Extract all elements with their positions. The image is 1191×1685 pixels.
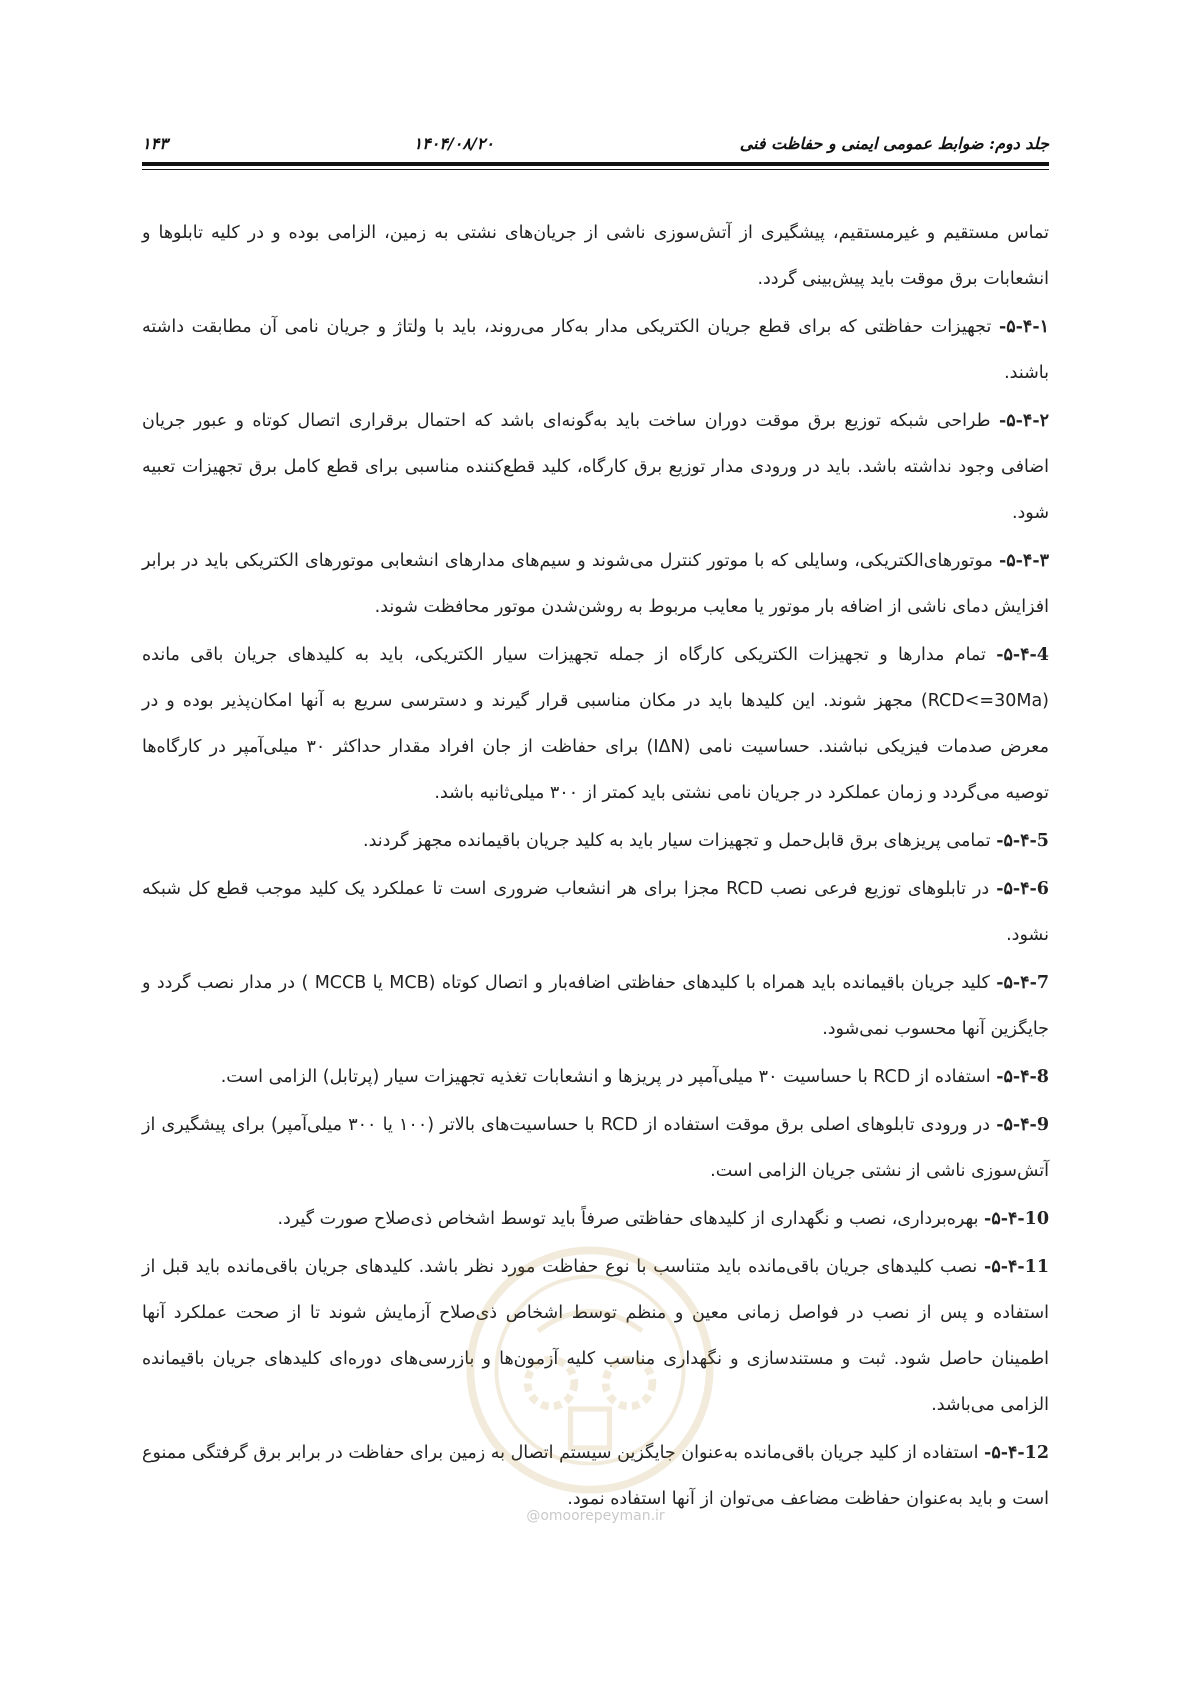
paragraph: ۵-۴-5- تمامی پریزهای برق قابل‌حمل و تجهیزات سیار باید به کلید جریان باقیمانده مجهز گردند.: [363, 831, 1049, 851]
book-title: جلد دوم: ضوابط عمومی ایمنی و حفاظت فنی: [739, 133, 1049, 153]
header-rule-thick: [142, 162, 1049, 166]
header-date: ۱۴۰۴/۰۸/۲۰: [413, 133, 494, 153]
paragraph: ۵-۴-8- استفاده از RCD با حساسیت ۳۰ میلی‌آمپر در پریزها و انشعابات تغذیه تجهیزات سیار (پرتابل) الزامی است.: [220, 1067, 1049, 1087]
paragraph: ۵-۴-6- در تابلوهای توزیع فرعی نصب RCD مجزا برای هر انشعاب ضروری است تا عملکرد یک کلید موجب قطع کل شبکه نشود.: [142, 879, 1049, 945]
paragraph: ۵-۴-7- کلید جریان باقیمانده باید همراه با کلیدهای حفاظتی اضافه‌بار و اتصال کوتاه (MCB یا MCCB ) در مدار نصب گردد و جایگزین آنها محسوب نمی‌شود.: [142, 973, 1050, 1039]
paragraph: ۵-۴-۲- طراحی شبکه توزیع برق موقت دوران ساخت باید به‌گونه‌ای باشد که احتمال برقراری اتصال کوتاه و عبور جریان اضافی وجود نداشته باشد. باید در ورودی مدار توزیع برق کارگاه، کلید قطع‌کننده مناسبی برای قطع کامل برق تجهیزات تعبیه شود.: [142, 411, 1049, 523]
paragraph: ۵-۴-11- نصب کلیدهای جریان باقی‌مانده باید متناسب با نوع حفاظت مورد نظر باشد. کلیدهای جریان باقی‌مانده باید قبل از استفاده و پس از نصب در فواصل زمانی معین و منظم توسط اشخاص ذی‌صلاح آزمایش شوند تا از صحت عملکرد آنها اطمینان حاصل شود. ثبت و مستندسازی و نگهداری مناسب کلیه آزمون‌ها و بازرسی‌های دوره‌ای کلیدهای جریان باقیمانده الزامی می‌باشد.: [142, 1257, 1049, 1415]
paragraph: ۵-۴-۳- موتورهای‌الکتریکی، وسایلی که با موتور کنترل می‌شوند و سیم‌های مدارهای انشعابی موتورهای الکتریکی باید در برابر افزایش دمای ناشی از اضافه بار موتور یا معایب مربوط به روشن‌شدن موتور محافظت شوند.: [142, 551, 1049, 617]
paragraph: تماس مستقیم و غیرمستقیم، پیشگیری از آتش‌سوزی ناشی از جریان‌های نشتی به زمین، الزامی بوده و در کلیه تابلوها و انشعابات برق موقت باید پیش‌بینی گردد.: [142, 223, 1049, 289]
page-number: ۱۴۳: [142, 133, 168, 153]
paragraph: ۵-۴-۱- تجهیزات حفاظتی که برای قطع جریان الکتریکی مدار به‌کار می‌روند، باید با ولتاژ و جریان نامی آن مطابقت داشته باشند.: [142, 317, 1049, 383]
paragraph: ۵-۴-4- تمام مدارها و تجهیزات الکتریکی کارگاه از جمله تجهیزات سیار الکتریکی، باید به کلیدهای جریان باقی مانده (RCD<=30Ma) مجهز شوند. این کلیدها باید در مکان مناسبی قرار گیرند و دسترسی سریع به آنها امکان‌پذیر بوده و در معرض صدمات فیزیکی نباشند. حساسیت نامی (IΔN) برای حفاظت از جان افراد مقدار حداکثر ۳۰ میلی‌آمپر در کارگاه‌ها توصیه می‌گردد و زمان عملکرد در جریان نامی نشتی باید کمتر از ۳۰۰ میلی‌ثانیه باشد.: [142, 645, 1049, 803]
paragraph: ۵-۴-12- استفاده از کلید جریان باقی‌مانده به‌عنوان جایگزین سیستم اتصال به زمین برای حفاظت در برابر برق گرفتگی ممنوع است و باید به‌عنوان حفاظت مضاعف می‌توان از آنها استفاده نمود.: [142, 1443, 1049, 1509]
watermark-text: @omoorepeyman.ir: [526, 1508, 665, 1524]
header-rule-thin: [142, 169, 1049, 170]
main-content: [142, 210, 1049, 1524]
paragraph: ۵-۴-9- در ورودی تابلوهای اصلی برق موقت استفاده از RCD با حساسیت‌های بالاتر (۱۰۰ یا ۳۰۰ میلی‌آمپر) برای پیشگیری از آتش‌سوزی ناشی از نشتی جریان الزامی است.: [142, 1115, 1050, 1181]
paragraph: ۵-۴-10- بهره‌برداری، نصب و نگهداری از کلیدهای حفاظتی صرفاً باید توسط اشخاص ذی‌صلاح صورت گیرد.: [277, 1209, 1049, 1229]
page-header: [142, 128, 1049, 158]
